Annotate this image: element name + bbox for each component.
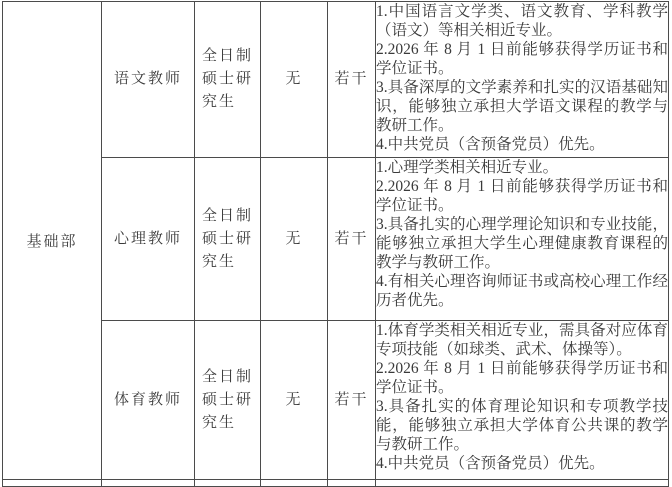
note-cell xyxy=(261,2,328,158)
education-label: 全日制硕士研究生 xyxy=(202,207,254,270)
requirements-cell xyxy=(376,321,669,480)
table-row xyxy=(3,158,669,321)
note-label: 无 xyxy=(285,71,303,87)
quota-label: 若干 xyxy=(334,71,369,87)
table-row xyxy=(3,2,669,158)
empty-cell xyxy=(195,480,261,487)
note-cell xyxy=(261,158,328,321)
education-cell xyxy=(195,158,261,321)
requirement-item: 4.中共党员（含预备党员）优先。 xyxy=(376,136,605,153)
position-label: 心理教师 xyxy=(113,230,182,247)
department-cell xyxy=(3,2,102,480)
position-cell xyxy=(102,158,195,321)
requirements-cell xyxy=(376,2,669,158)
quota-label: 若干 xyxy=(334,391,369,408)
requirement-item: 2.2026 年 8 月 1 日前能够获得学历证书和学位证书。 xyxy=(376,178,668,214)
requirement-item: 1.体育学类相关相近专业，需具备对应体育专项技能（如球类、武术、体操等）。 xyxy=(376,322,668,358)
requirement-item: 3.具备深厚的文学素养和扎实的汉语基础知识，能够独立承担大学语文课程的教学与教研工作。 xyxy=(376,79,668,134)
quota-cell xyxy=(328,158,376,321)
education-label: 全日制硕士研究生 xyxy=(202,48,254,110)
recruitment-table xyxy=(2,1,669,487)
requirement-item: 4.有相关心理咨询师证书或高校心理工作经历者优先。 xyxy=(376,273,668,309)
position-cell xyxy=(102,321,195,480)
empty-cell xyxy=(3,480,102,487)
empty-cell xyxy=(328,480,376,487)
empty-cell xyxy=(261,480,328,487)
education-label: 全日制硕士研究生 xyxy=(202,368,254,431)
note-label: 无 xyxy=(285,230,303,247)
table-row-partial xyxy=(3,480,669,487)
quota-cell xyxy=(328,2,376,158)
requirement-item: 3.具备扎实的体育理论知识和专项教学技能，能够独立承担大学体育公共课的教学与教研工作。 xyxy=(376,398,668,453)
empty-cell xyxy=(376,480,669,487)
table-row xyxy=(3,321,669,480)
position-cell xyxy=(102,2,195,158)
requirement-item: 3.具备扎实的心理学理论知识和专业技能，能够独立承担大学生心理健康教育课程的教学与教研工作。 xyxy=(376,216,668,271)
education-cell xyxy=(195,2,261,158)
note-cell xyxy=(261,321,328,480)
department-label: 基础部 xyxy=(26,234,78,250)
empty-cell xyxy=(102,480,195,487)
position-label: 体育教师 xyxy=(113,391,182,408)
requirement-item: 2.2026 年 8 月 1 日前能够获得学历证书和学位证书。 xyxy=(376,41,668,77)
requirement-item: 1.心理学类相关相近专业。 xyxy=(376,159,559,176)
position-label: 语文教师 xyxy=(113,71,182,87)
note-label: 无 xyxy=(285,391,303,408)
requirement-item: 2.2026 年 8 月 1 日前能够获得学历证书和学位证书。 xyxy=(376,360,668,396)
requirements-cell xyxy=(376,158,669,321)
requirement-item: 4.中共党员（含预备党员）优先。 xyxy=(376,455,605,472)
education-cell xyxy=(195,321,261,480)
requirement-item: 1.中国语言文学类、语文教育、学科教学（语文）等相关相近专业。 xyxy=(376,3,668,39)
quota-cell xyxy=(328,321,376,480)
quota-label: 若干 xyxy=(334,230,369,247)
